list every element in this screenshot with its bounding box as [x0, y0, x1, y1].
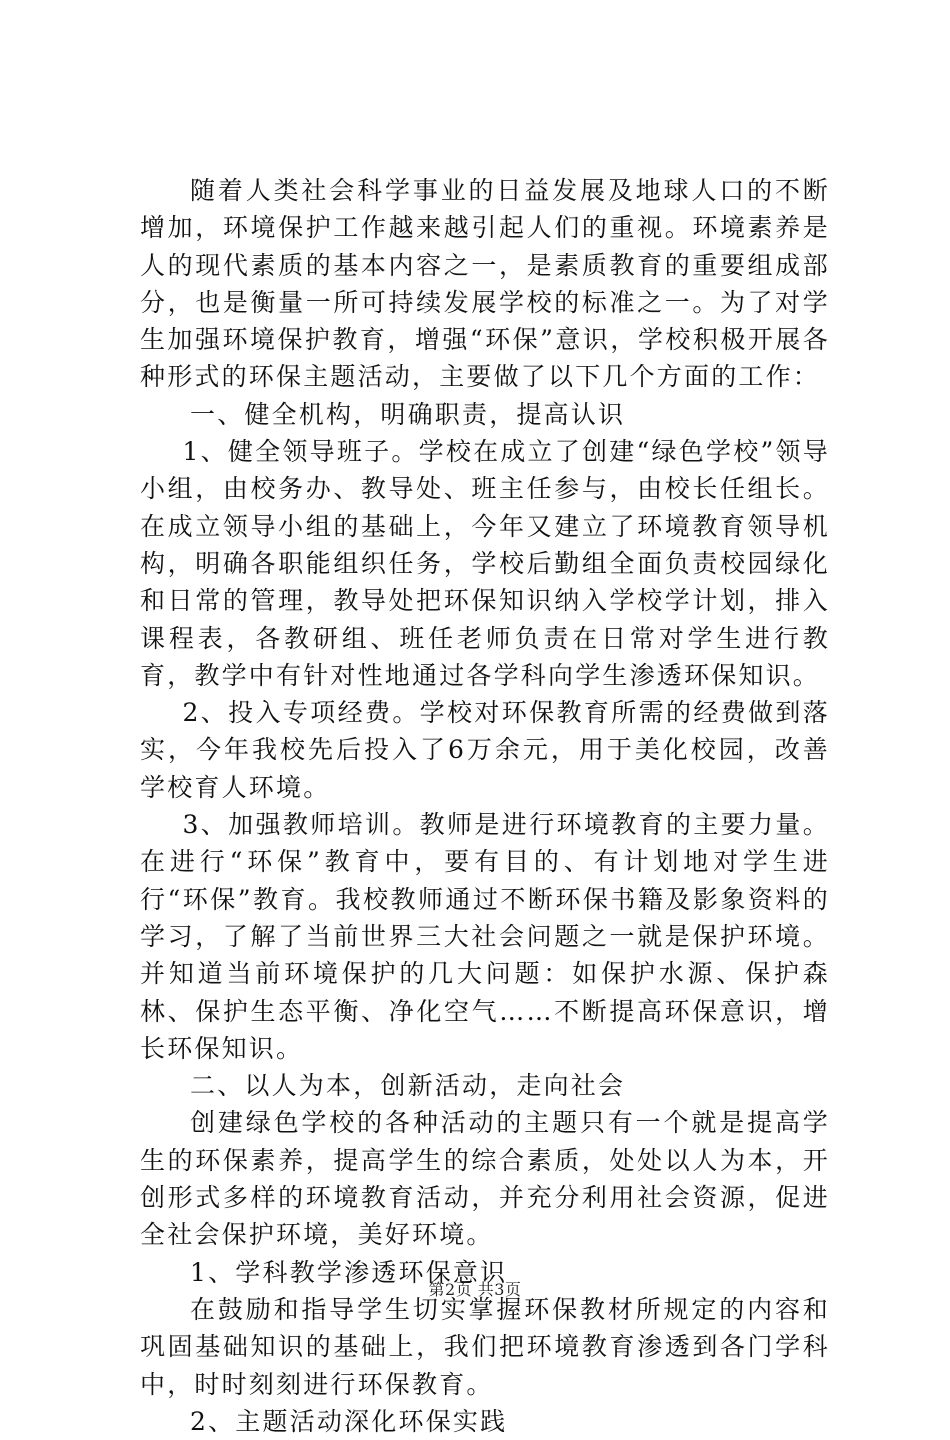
- document-body: [140, 172, 830, 1440]
- item-teacher-training: 3、加强教师培训。教师是进行环境教育的主要力量。在进行“环保”教育中，要有目的、有计划地对学生进行“环保”教育。我校教师通过不断环保书籍及影象资料的学习，了解了当前世界三大社会问题之一就是保护环境。并知道当前环境保护的几大问题：如保护水源、保护森林、保护生态平衡、净化空气……不断提高环保意识，增长环保知识。: [140, 810, 830, 1063]
- intro-paragraph: 随着人类社会科学事业的日益发展及地球人口的不断增加，环境保护工作越来越引起人们的重视。环境素养是人的现代素质的基本内容之一，是素质教育的重要组成部分，也是衡量一所可持续发展学校的标准之一。为了对学生加强环境保护教育，增强“环保”意识，学校积极开展各种形式的环保主题活动，主要做了以下几个方面的工作：: [140, 176, 830, 392]
- subject-teaching-paragraph: 在鼓励和指导学生切实掌握环保教材所规定的内容和巩固基础知识的基础上，我们把环境教育渗透到各门学科中，时时刻刻进行环保教育。: [140, 1294, 830, 1399]
- subheading-theme-activities: 2、主题活动深化环保实践: [190, 1406, 508, 1436]
- item-leadership-group: 1、健全领导班子。学校在成立了创建“绿色学校”领导小组，由校务办、教导处、班主任参与，由校长任组长。在成立领导小组的基础上，今年又建立了环境教育领导机构，明确各职能组织任务，学校后勤组全面负责校园绿化和日常的管理，教导处把环保知识纳入学校学计划，排入课程表，各教研组、班任老师负责在日常对学生进行教育，教学中有针对性地通过各学科向学生渗透环保知识。: [140, 437, 830, 690]
- section-2-paragraph: 创建绿色学校的各种活动的主题只有一个就是提高学生的环保素养，提高学生的综合素质，处处以人为本，开创形式多样的环境教育活动，并充分利用社会资源，促进全社会保护环境，美好环境。: [140, 1108, 830, 1250]
- subheading-subject-teaching: 1、学科教学渗透环保意识: [190, 1257, 508, 1287]
- item-special-funds: 2、投入专项经费。学校对环保教育所需的经费做到落实，今年我校先后投入了6万余元，用于美化校园，改善学校育人环境。: [140, 698, 830, 802]
- section-heading-1: 一、健全机构，明确职责，提高认识: [190, 399, 626, 429]
- section-heading-2: 二、以人为本，创新活动，走向社会: [190, 1071, 626, 1101]
- page-footer: 第2页 共3页: [428, 1280, 522, 1299]
